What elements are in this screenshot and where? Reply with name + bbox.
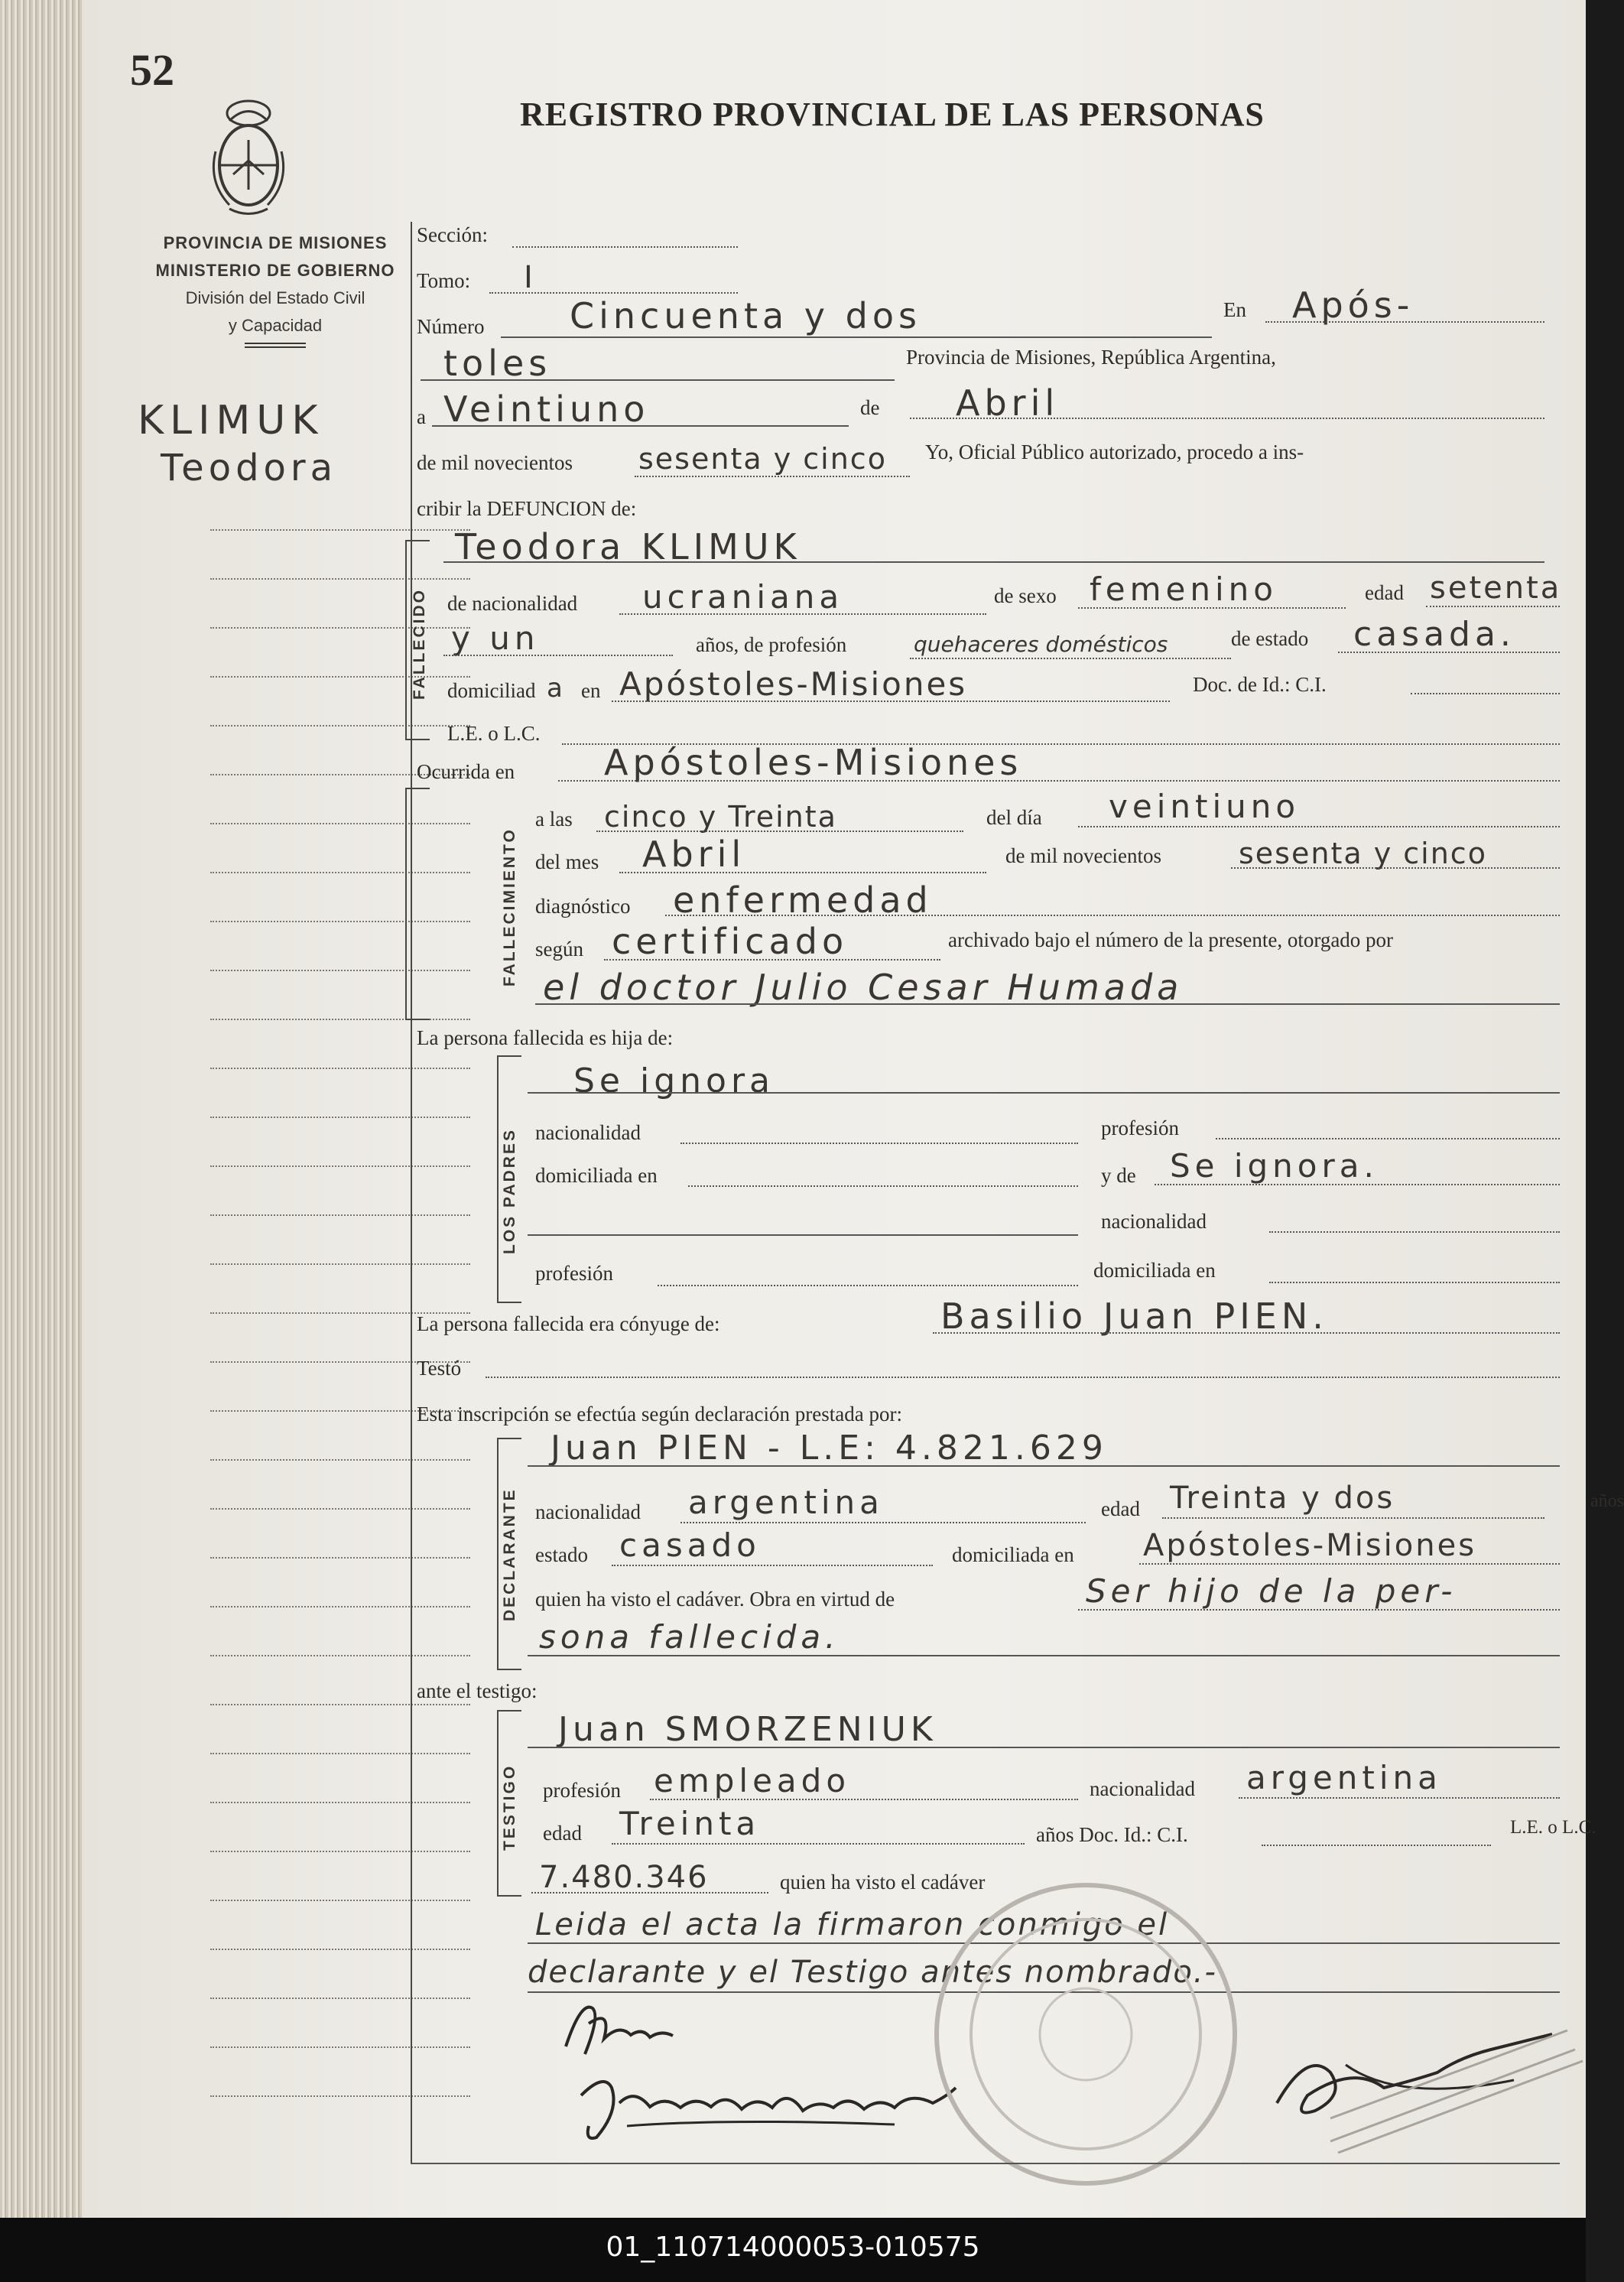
margin-rule-line xyxy=(210,1459,470,1461)
profesion-line xyxy=(910,658,1231,659)
margin-rule-line xyxy=(210,529,470,531)
margin-rule-line xyxy=(210,1655,470,1656)
padre-line xyxy=(528,1092,1560,1094)
edad-value-2: y un xyxy=(451,619,540,657)
margin-surname: KLIMUK xyxy=(138,398,324,444)
testigo-line xyxy=(528,1747,1560,1748)
de-mil-label: de mil novecientos xyxy=(417,451,573,474)
madre-nacionalidad-label: nacionalidad xyxy=(1101,1210,1207,1233)
margin-rule-line xyxy=(210,1900,470,1901)
conyuge-value: Basilio Juan PIEN. xyxy=(940,1295,1328,1337)
margin-rule-line xyxy=(210,1165,470,1167)
dia-line xyxy=(432,425,849,427)
lugar-value-1: Após- xyxy=(1292,284,1415,326)
margin-rule-line xyxy=(210,1019,470,1020)
domiciliad-label: domiciliad xyxy=(447,679,536,702)
edad-line xyxy=(1426,606,1560,607)
official-rectangular-stamp xyxy=(1315,2019,1590,2157)
signature-declarante xyxy=(558,1993,680,2062)
madre-value: Se ignora. xyxy=(1170,1147,1379,1185)
dia-value: Veintiuno xyxy=(443,388,650,430)
testigo-value: Juan SMORZENIUK xyxy=(558,1710,937,1749)
testigo-doc-line xyxy=(531,1892,768,1894)
numero-value: Cincuenta y dos xyxy=(570,295,921,336)
testigo-anios-doc-label: años Doc. Id.: C.I. xyxy=(1036,1823,1188,1846)
inscripcion-label: Esta inscripción se efectúa según declaración prestada por: xyxy=(417,1403,902,1425)
margin-rule-line xyxy=(210,1214,470,1216)
estado-label: de estado xyxy=(1231,627,1309,650)
testo-label: Testó xyxy=(417,1357,462,1380)
testigo-nacionalidad-value: argentina xyxy=(1246,1759,1442,1796)
tomo-value: I xyxy=(524,260,538,295)
sexo-value: femenino xyxy=(1090,570,1278,608)
declarante-estado-label: estado xyxy=(535,1543,588,1566)
lugar-line-1 xyxy=(1265,321,1544,323)
declarante-nacionalidad-label: nacionalidad xyxy=(535,1500,641,1523)
padre-value: Se ignora xyxy=(573,1061,775,1100)
left-header xyxy=(122,229,428,348)
diagnostico-line xyxy=(665,915,1560,916)
declarante-virtud-value-2: sona fallecida. xyxy=(539,1618,840,1656)
margin-rule-line xyxy=(210,1508,470,1510)
margin-rule-line xyxy=(210,823,470,824)
declarante-visto-label: quien ha visto el cadáver. Obra en virtud de xyxy=(535,1588,895,1611)
declarante-edad-line xyxy=(1162,1517,1544,1519)
margin-rule-line xyxy=(210,1263,470,1265)
madre-line xyxy=(1155,1184,1560,1185)
a-las-label: a las xyxy=(535,808,573,831)
padre-profesion-line xyxy=(1216,1138,1560,1139)
margin-rule-line xyxy=(210,1998,470,1999)
declarante-value: Juan PIEN - L.E: 4.821.629 xyxy=(551,1429,1108,1468)
page-title: REGISTRO PROVINCIAL DE LAS PERSONAS xyxy=(520,96,1265,133)
declarante-domiciliada-label: domiciliada en xyxy=(952,1543,1074,1566)
declarante-anios-label: años xyxy=(1590,1491,1624,1511)
fallecimiento-bracket xyxy=(405,788,430,1020)
cierre-line-2: declarante y el Testigo antes nombrado.- xyxy=(528,1955,1217,1990)
margin-rule-line xyxy=(210,2095,470,2097)
margin-rule-line xyxy=(210,970,470,971)
form-bottom-rule xyxy=(411,2163,1560,2164)
anio-value: sesenta y cinco xyxy=(638,442,887,476)
segun-value: certificado xyxy=(612,921,849,962)
declarante-estado-value: casado xyxy=(619,1526,761,1564)
madre-domiciliada-label: domiciliada en xyxy=(1093,1259,1216,1282)
margin-rule-line xyxy=(210,1704,470,1705)
header-rule xyxy=(245,343,306,348)
madre-nacionalidad-line xyxy=(1269,1231,1560,1233)
fallecido-name-value: Teodora KLIMUK xyxy=(455,526,801,567)
image-id-text: 01_110714000053-010575 xyxy=(606,2232,980,2263)
testigo-section-label: TESTIGO xyxy=(501,1764,518,1851)
padre-profesion-label: profesión xyxy=(1101,1117,1179,1139)
domiciliad-suffix: a xyxy=(547,673,564,704)
diagnostico-value: enfermedad xyxy=(673,879,933,921)
seccion-label: Sección: xyxy=(417,223,488,246)
declarante-virtud-value-1: Ser hijo de la per- xyxy=(1086,1572,1457,1610)
conyuge-label: La persona fallecida era cónyuge de: xyxy=(417,1312,720,1335)
image-id-bar xyxy=(0,2218,1586,2282)
margin-rule-line xyxy=(210,1802,470,1803)
oficial-label: Yo, Oficial Público autorizado, procedo a ins- xyxy=(925,440,1304,463)
margin-rule-line xyxy=(210,1117,470,1118)
declarante-domicilio-value: Apóstoles-Misiones xyxy=(1143,1528,1477,1563)
margin-rule-line xyxy=(210,921,470,922)
margin-rule-line xyxy=(210,1606,470,1607)
del-dia-label: del día xyxy=(986,806,1042,829)
testigo-edad-label: edad xyxy=(543,1822,582,1845)
madre-extra-line xyxy=(528,1234,1078,1236)
padre-nacionalidad-line xyxy=(680,1143,1078,1144)
declarante-nacionalidad-value: argentina xyxy=(688,1484,884,1521)
declarante-edad-value: Treinta y dos xyxy=(1170,1481,1395,1516)
padre-domiciliada-line xyxy=(688,1185,1078,1187)
seccion-line xyxy=(512,246,738,248)
medico-line xyxy=(535,1003,1560,1005)
margin-rule-line xyxy=(210,1068,470,1069)
testigo-ci-line xyxy=(1262,1845,1491,1846)
padre-nacionalidad-label: nacionalidad xyxy=(535,1121,641,1144)
fallecido-section-label: FALLECIDO xyxy=(411,588,428,700)
profesion-value: quehaceres domésticos xyxy=(914,632,1168,657)
declarante-domicilio-line xyxy=(1139,1563,1560,1565)
hora-value: cinco y Treinta xyxy=(604,800,837,834)
dia-f-line xyxy=(1078,826,1560,827)
madre-profesion-label: profesión xyxy=(535,1262,613,1285)
hija-de-label: La persona fallecida es hija de: xyxy=(417,1026,674,1049)
anios-profesion-label: años, de profesión xyxy=(696,633,847,656)
dia-f-value: veintiuno xyxy=(1109,788,1301,825)
margin-rule-line xyxy=(210,627,470,629)
margin-rule-line xyxy=(210,725,470,727)
a-label: a xyxy=(417,405,426,428)
declarante-line xyxy=(528,1465,1560,1467)
testigo-edad-value: Treinta xyxy=(619,1805,761,1842)
margin-rule-line xyxy=(210,1557,470,1559)
de-label: de xyxy=(860,396,880,419)
book-page-edges xyxy=(0,0,92,2218)
margin-rule-line xyxy=(210,872,470,873)
segun-line xyxy=(604,959,940,961)
declarante-estado-line xyxy=(612,1565,933,1566)
ante-testigo-label: ante el testigo: xyxy=(417,1679,538,1702)
provincia-label: Provincia de Misiones, República Argentina, xyxy=(906,346,1276,369)
testigo-le-lc-label: L.E. o L.C. xyxy=(1510,1817,1596,1838)
anio-f-line xyxy=(1231,867,1560,869)
margin-rule-line xyxy=(210,578,470,580)
division-label: División del Estado Civil xyxy=(185,288,365,307)
doc-label: Doc. de Id.: C.I. xyxy=(1193,673,1327,696)
margin-given-name: Teodora xyxy=(161,447,338,489)
ocurrida-value: Apóstoles-Misiones xyxy=(604,742,1023,783)
testigo-nacionalidad-line xyxy=(1239,1797,1560,1799)
nacionalidad-line xyxy=(619,613,986,615)
margin-rule-line xyxy=(210,1851,470,1852)
lugar-line-2 xyxy=(421,379,895,381)
padre-domiciliada-label: domiciliada en xyxy=(535,1164,658,1187)
ocurrida-line xyxy=(558,780,1560,782)
capacity-label: y Capacidad xyxy=(228,316,323,335)
diagnostico-label: diagnóstico xyxy=(535,895,631,918)
province-label: PROVINCIA DE MISIONES xyxy=(163,233,388,252)
numero-line xyxy=(501,336,1212,338)
domicilio-value: Apóstoles-Misiones xyxy=(619,665,968,703)
edad-label: edad xyxy=(1365,581,1404,604)
margin-rule-line xyxy=(210,1753,470,1754)
edad-line-2 xyxy=(443,655,673,656)
en-domicilio-label: en xyxy=(581,679,601,702)
conyuge-line xyxy=(933,1332,1560,1334)
anio-line xyxy=(635,476,910,477)
testigo-doc-value: 7.480.346 xyxy=(539,1860,709,1895)
numero-label: Número xyxy=(417,315,485,338)
medico-value: el doctor Julio Cesar Humada xyxy=(543,967,1184,1008)
testigo-profesion-line xyxy=(650,1799,1078,1800)
doc-line xyxy=(1411,693,1560,694)
y-de-label: y de xyxy=(1101,1164,1136,1187)
cribir-label: cribir la DEFUNCION de: xyxy=(417,497,637,520)
fallecimiento-section-label: FALLECIMIENTO xyxy=(501,827,518,987)
mes-value: Abril xyxy=(956,382,1060,424)
nacionalidad-value: ucraniana xyxy=(642,578,844,616)
coat-of-arms-emblem xyxy=(206,98,291,220)
cierre-line-1: Leida el acta la firmaron conmigo el xyxy=(535,1907,1170,1942)
archivado-label: archivado bajo el número de la presente, otorgado por xyxy=(948,928,1394,951)
declarante-nacionalidad-line xyxy=(680,1522,1086,1523)
fallecido-name-line xyxy=(443,561,1544,563)
lugar-value-2: toles xyxy=(443,343,552,384)
declarante-virtud-line-2 xyxy=(528,1655,1560,1656)
domicilio-line xyxy=(612,701,1170,702)
testigo-profesion-value: empleado xyxy=(654,1762,851,1799)
hora-line xyxy=(596,831,963,832)
margin-rule-line xyxy=(210,2046,470,2048)
mes-line xyxy=(910,418,1544,419)
anio-f-value: sesenta y cinco xyxy=(1239,837,1487,870)
edad-value-1: setenta xyxy=(1430,570,1562,606)
signature-testigo xyxy=(573,2065,971,2149)
register-page xyxy=(84,0,1624,2218)
madre-domiciliada-line xyxy=(1269,1282,1560,1283)
madre-profesion-line xyxy=(658,1285,1078,1286)
del-mes-label: del mes xyxy=(535,850,599,873)
testo-line xyxy=(486,1377,1560,1378)
testigo-visto-label: quien ha visto el cadáver xyxy=(780,1871,986,1894)
padres-section-label: LOS PADRES xyxy=(501,1128,518,1254)
testigo-edad-line xyxy=(612,1843,1025,1845)
margin-divider xyxy=(411,222,412,2164)
declarante-edad-label: edad xyxy=(1101,1497,1140,1520)
nacionalidad-label: de nacionalidad xyxy=(447,592,578,615)
official-round-stamp xyxy=(925,1874,1246,2195)
estado-line xyxy=(1338,652,1560,653)
en-label: En xyxy=(1223,298,1246,321)
tomo-line xyxy=(489,292,738,294)
sexo-line xyxy=(1078,607,1346,609)
declarante-section-label: DECLARANTE xyxy=(501,1487,518,1621)
margin-rule-line xyxy=(210,676,470,678)
tomo-label: Tomo: xyxy=(417,269,471,292)
ministry-label: MINISTERIO DE GOBIERNO xyxy=(155,261,395,280)
le-lc-label: L.E. o L.C. xyxy=(447,722,541,745)
sexo-label: de sexo xyxy=(994,584,1057,607)
declarante-virtud-line-1 xyxy=(1078,1609,1560,1611)
margin-rule-line xyxy=(210,1949,470,1950)
de-mil-f-label: de mil novecientos xyxy=(1005,844,1161,867)
testigo-profesion-label: profesión xyxy=(543,1779,621,1802)
segun-label: según xyxy=(535,938,583,961)
estado-value: casada. xyxy=(1353,615,1515,654)
page-number: 52 xyxy=(130,45,174,95)
testigo-nacionalidad-label: nacionalidad xyxy=(1090,1777,1195,1800)
mes-f-line xyxy=(619,872,986,873)
ocurrida-label: Ocurrida en xyxy=(417,760,515,783)
mes-f-value: Abril xyxy=(642,834,746,875)
